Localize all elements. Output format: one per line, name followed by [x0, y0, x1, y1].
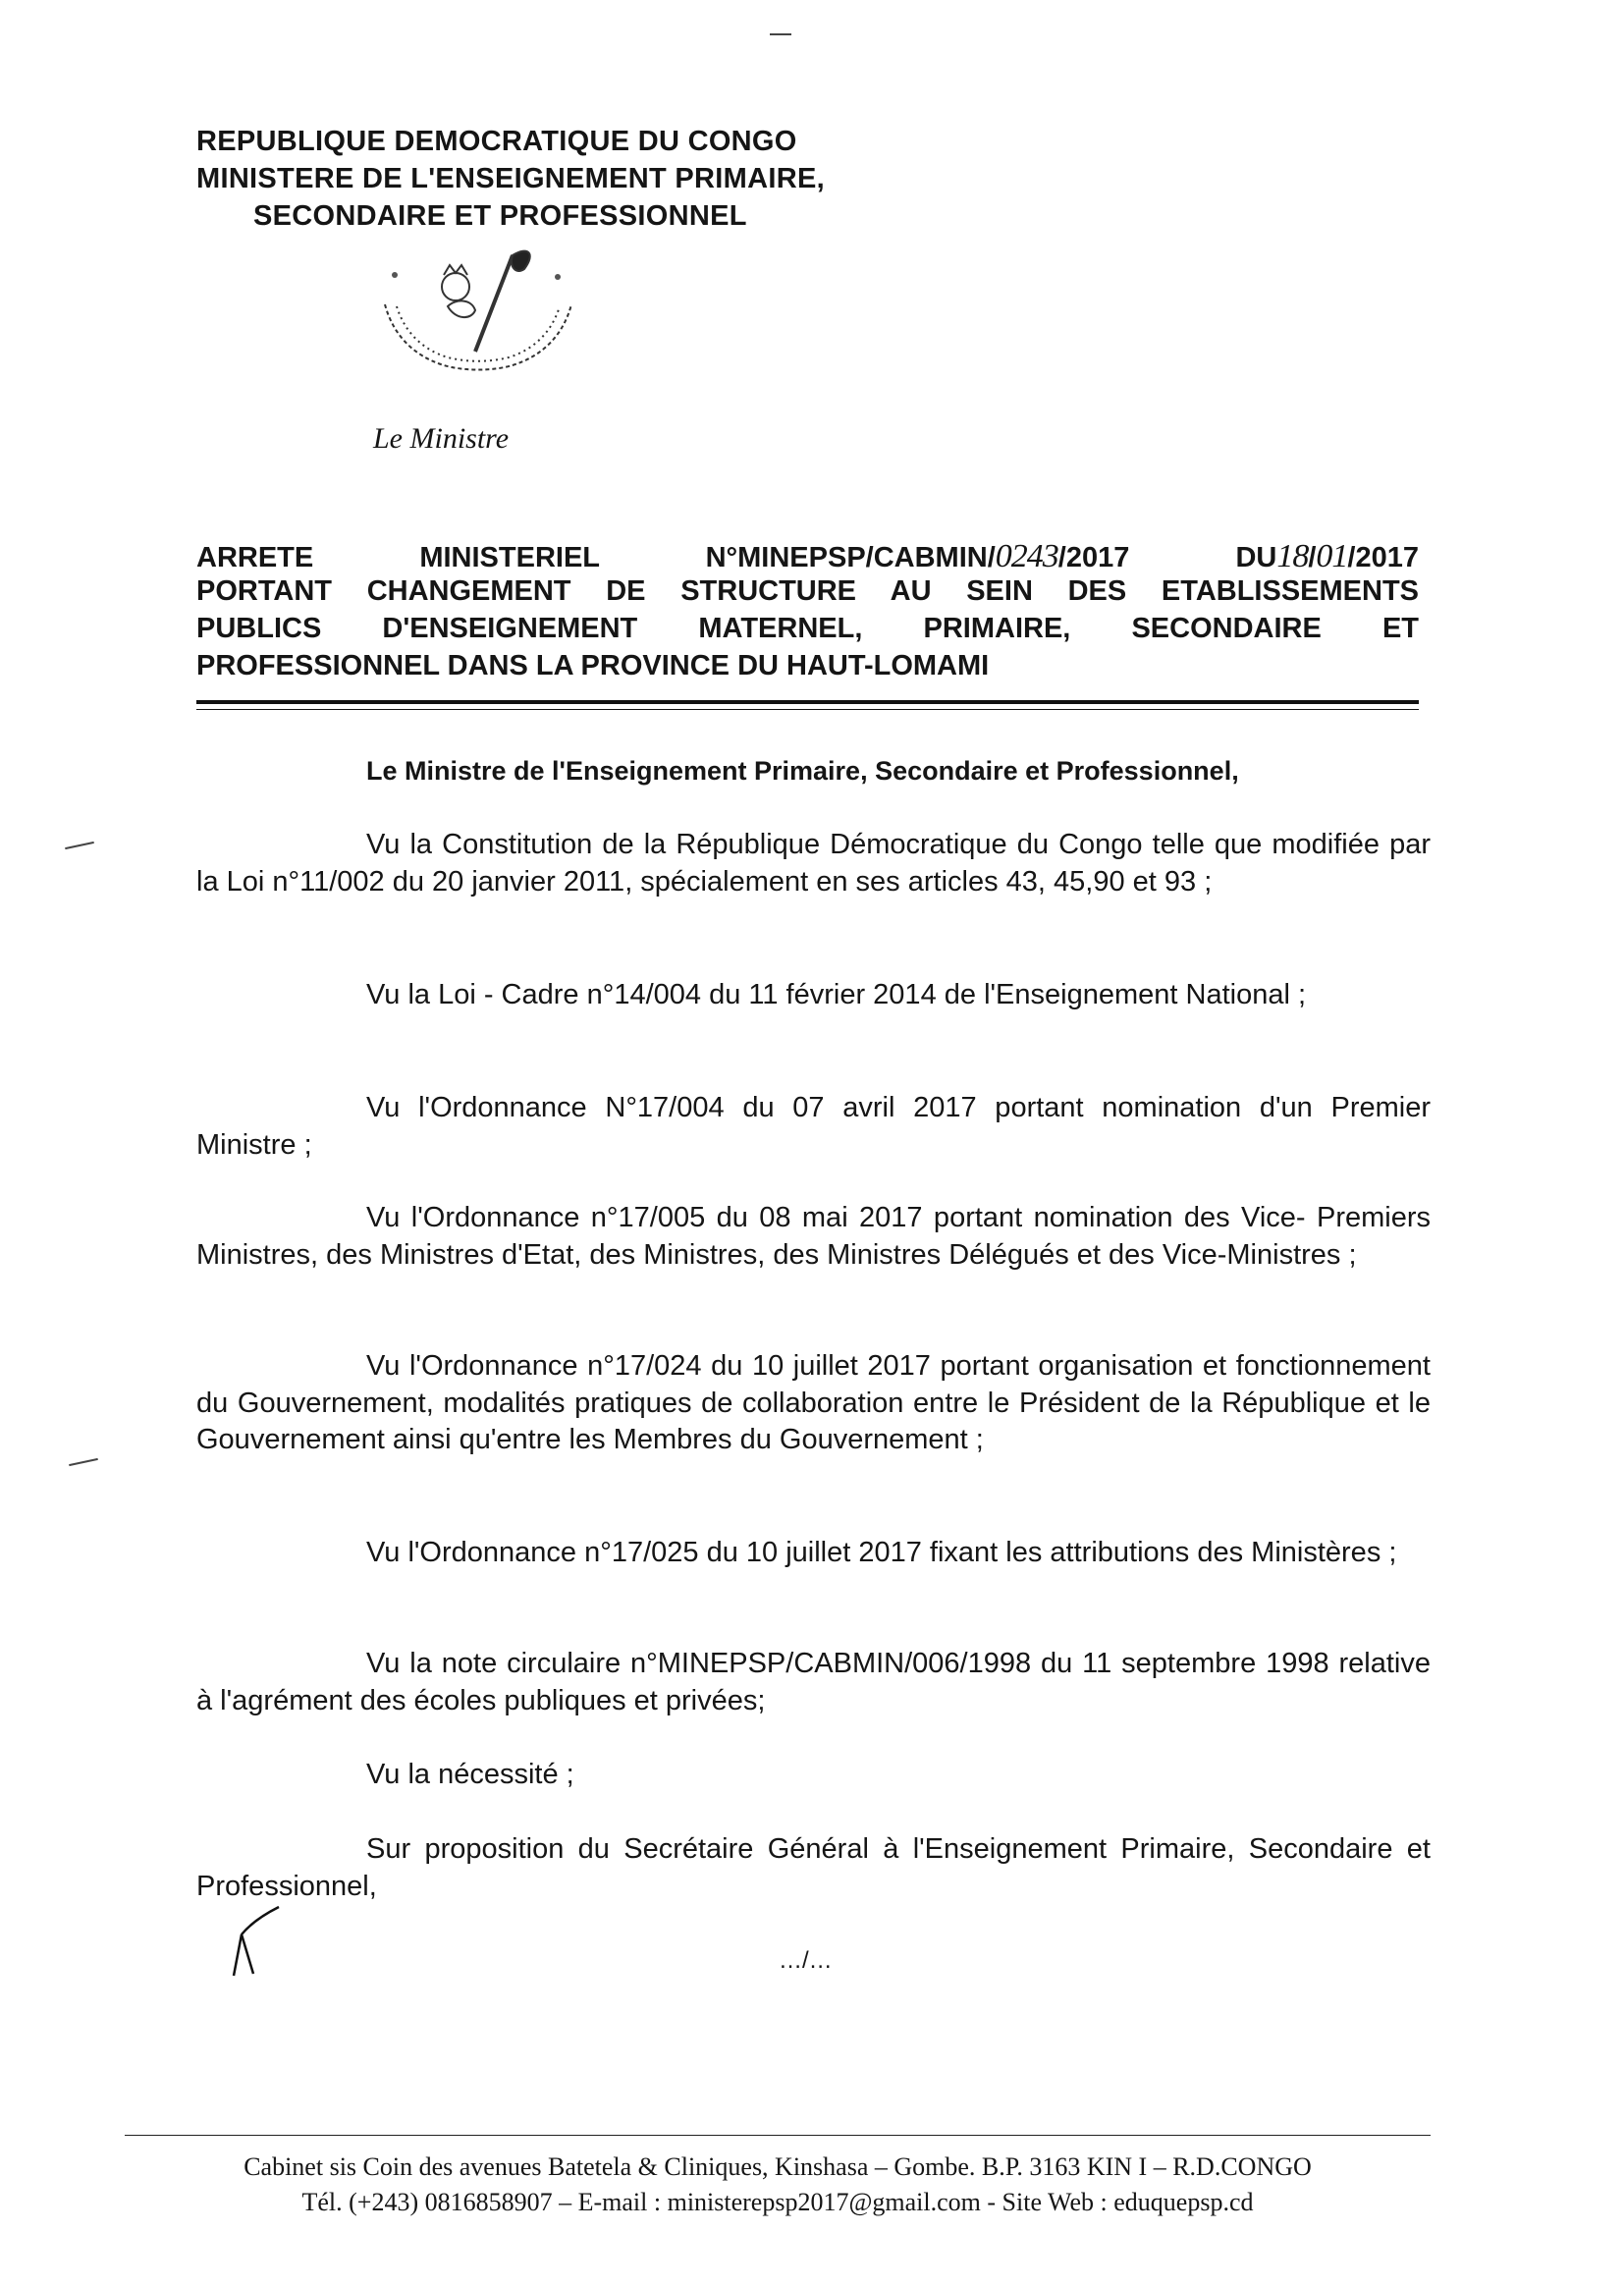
paragraph-first-line: Vu la Loi - Cadre n°14/004 du 11 février 2014 de l'Enseignement: [366, 979, 1178, 1010]
preamble-paragraph: [196, 1757, 1431, 1794]
decree-date-year: /2017: [1347, 542, 1419, 573]
footer-divider: [125, 2135, 1431, 2136]
paragraph-rest: Ministères ;: [1251, 1537, 1397, 1568]
preamble-paragraph: [196, 1646, 1431, 1719]
paragraph-rest: fonctionnement du Gouvernement, modalités pratiques de collaboration entre le Président de la République et le Gouvernement ainsi qu'entre les Membres du Gouvernement ;: [196, 1350, 1431, 1455]
title-underline-thin: [196, 709, 1419, 710]
preamble-paragraph: [196, 1200, 1431, 1274]
paragraph-rest: Ministre ;: [196, 1128, 312, 1161]
paragraph-first-line: Vu l'Ordonnance N°17/004 du 07 avril 2017 portant nomination d'un Premier: [366, 1092, 1431, 1123]
paragraph-first-line: Vu l'Ordonnance n°17/005 du 08 mai 2017 portant nomination des Vice-: [366, 1202, 1306, 1233]
paragraph-first-line: Sur proposition du Secrétaire Général à l'Enseignement Primaire,: [366, 1833, 1235, 1865]
page-continuation: …/…: [779, 1947, 833, 1974]
preamble-intro: Le Ministre de l'Enseignement Primaire, Secondaire et Professionnel,: [366, 756, 1239, 786]
title-underline: [196, 700, 1419, 704]
preamble-paragraph: [196, 977, 1431, 1014]
preamble-paragraph: [196, 1831, 1431, 1905]
scan-mark: [69, 1458, 98, 1466]
decree-title-line3: PUBLICS D'ENSEIGNEMENT MATERNEL, PRIMAIRE, SECONDAIRE ET: [196, 613, 1419, 644]
handwritten-day: 18: [1276, 538, 1309, 574]
decree-title-line1: [196, 538, 1419, 575]
paragraph-first-line: Vu l'Ordonnance n°17/025 du 10 juillet 2017 fixant les attributions des: [366, 1537, 1244, 1568]
paragraph-first-line: Vu la note circulaire n°MINEPSP/CABMIN/006/1998 du 11 septembre: [366, 1648, 1257, 1679]
scan-mark: [770, 33, 791, 35]
paragraph-rest: Premiers Ministres, des Ministres d'Etat, des Ministres, des Ministres Délégués et des Vice-Ministres ;: [196, 1202, 1432, 1271]
paragraph-first-line: Vu la Constitution de la République Démocratique du Congo telle que: [366, 829, 1263, 860]
preamble-paragraph: [196, 1348, 1431, 1459]
paragraph-rest: Secondaire et Professionnel,: [196, 1833, 1431, 1902]
handwritten-decree-number: 0243: [995, 538, 1058, 574]
footer-contact: Tél. (+243) 0816858907 – E-mail : ministerepsp2017@gmail.com - Site Web : eduquepsp.cd: [301, 2188, 1254, 2216]
handwritten-month: 01: [1316, 538, 1348, 574]
coat-of-arms-emblem: [365, 236, 591, 383]
decree-year: /2017: [1057, 542, 1130, 573]
header-country: REPUBLIQUE DEMOCRATIQUE DU CONGO: [196, 126, 797, 157]
paragraph-first-line: Vu la nécessité ;: [366, 1759, 574, 1790]
scan-mark: [65, 842, 94, 849]
signatory-title: Le Ministre: [373, 422, 510, 455]
decree-title-line4: PROFESSIONNEL DANS LA PROVINCE DU HAUT-LOMAMI: [196, 650, 990, 681]
preamble-paragraph: [196, 827, 1431, 900]
header-ministry: MINISTERE DE L'ENSEIGNEMENT PRIMAIRE,: [196, 163, 825, 194]
paragraph-rest: National ;: [1185, 979, 1307, 1010]
preamble-paragraph: [196, 1090, 1431, 1164]
paragraph-rest: 1998 relative à l'agrément des écoles publiques et privées;: [196, 1648, 1432, 1716]
header-ministry-cont: SECONDAIRE ET PROFESSIONNEL: [253, 200, 747, 232]
footer-address: Cabinet sis Coin des avenues Batetela & Cliniques, Kinshasa – Gombe. B.P. 3163 KIN I – R.D.CONGO: [244, 2152, 1312, 2181]
decree-du: DU: [1235, 542, 1277, 573]
decree-prefix: ARRETE MINISTERIEL N°MINEPSP/CABMIN/: [196, 542, 996, 573]
handwritten-initials: [228, 1905, 287, 1984]
date-separator: /: [1308, 542, 1317, 573]
preamble-paragraph: [196, 1535, 1431, 1572]
paragraph-first-line: Vu l'Ordonnance n°17/024 du 10 juillet 2017 portant organisation et: [366, 1350, 1227, 1382]
paragraph-rest: modifiée par la Loi n°11/002 du 20 janvier 2011, spécialement en ses articles 43, 45,90 et 93 ;: [196, 829, 1431, 898]
decree-title-line2: PORTANT CHANGEMENT DE STRUCTURE AU SEIN DES ETABLISSEMENTS: [196, 575, 1419, 607]
